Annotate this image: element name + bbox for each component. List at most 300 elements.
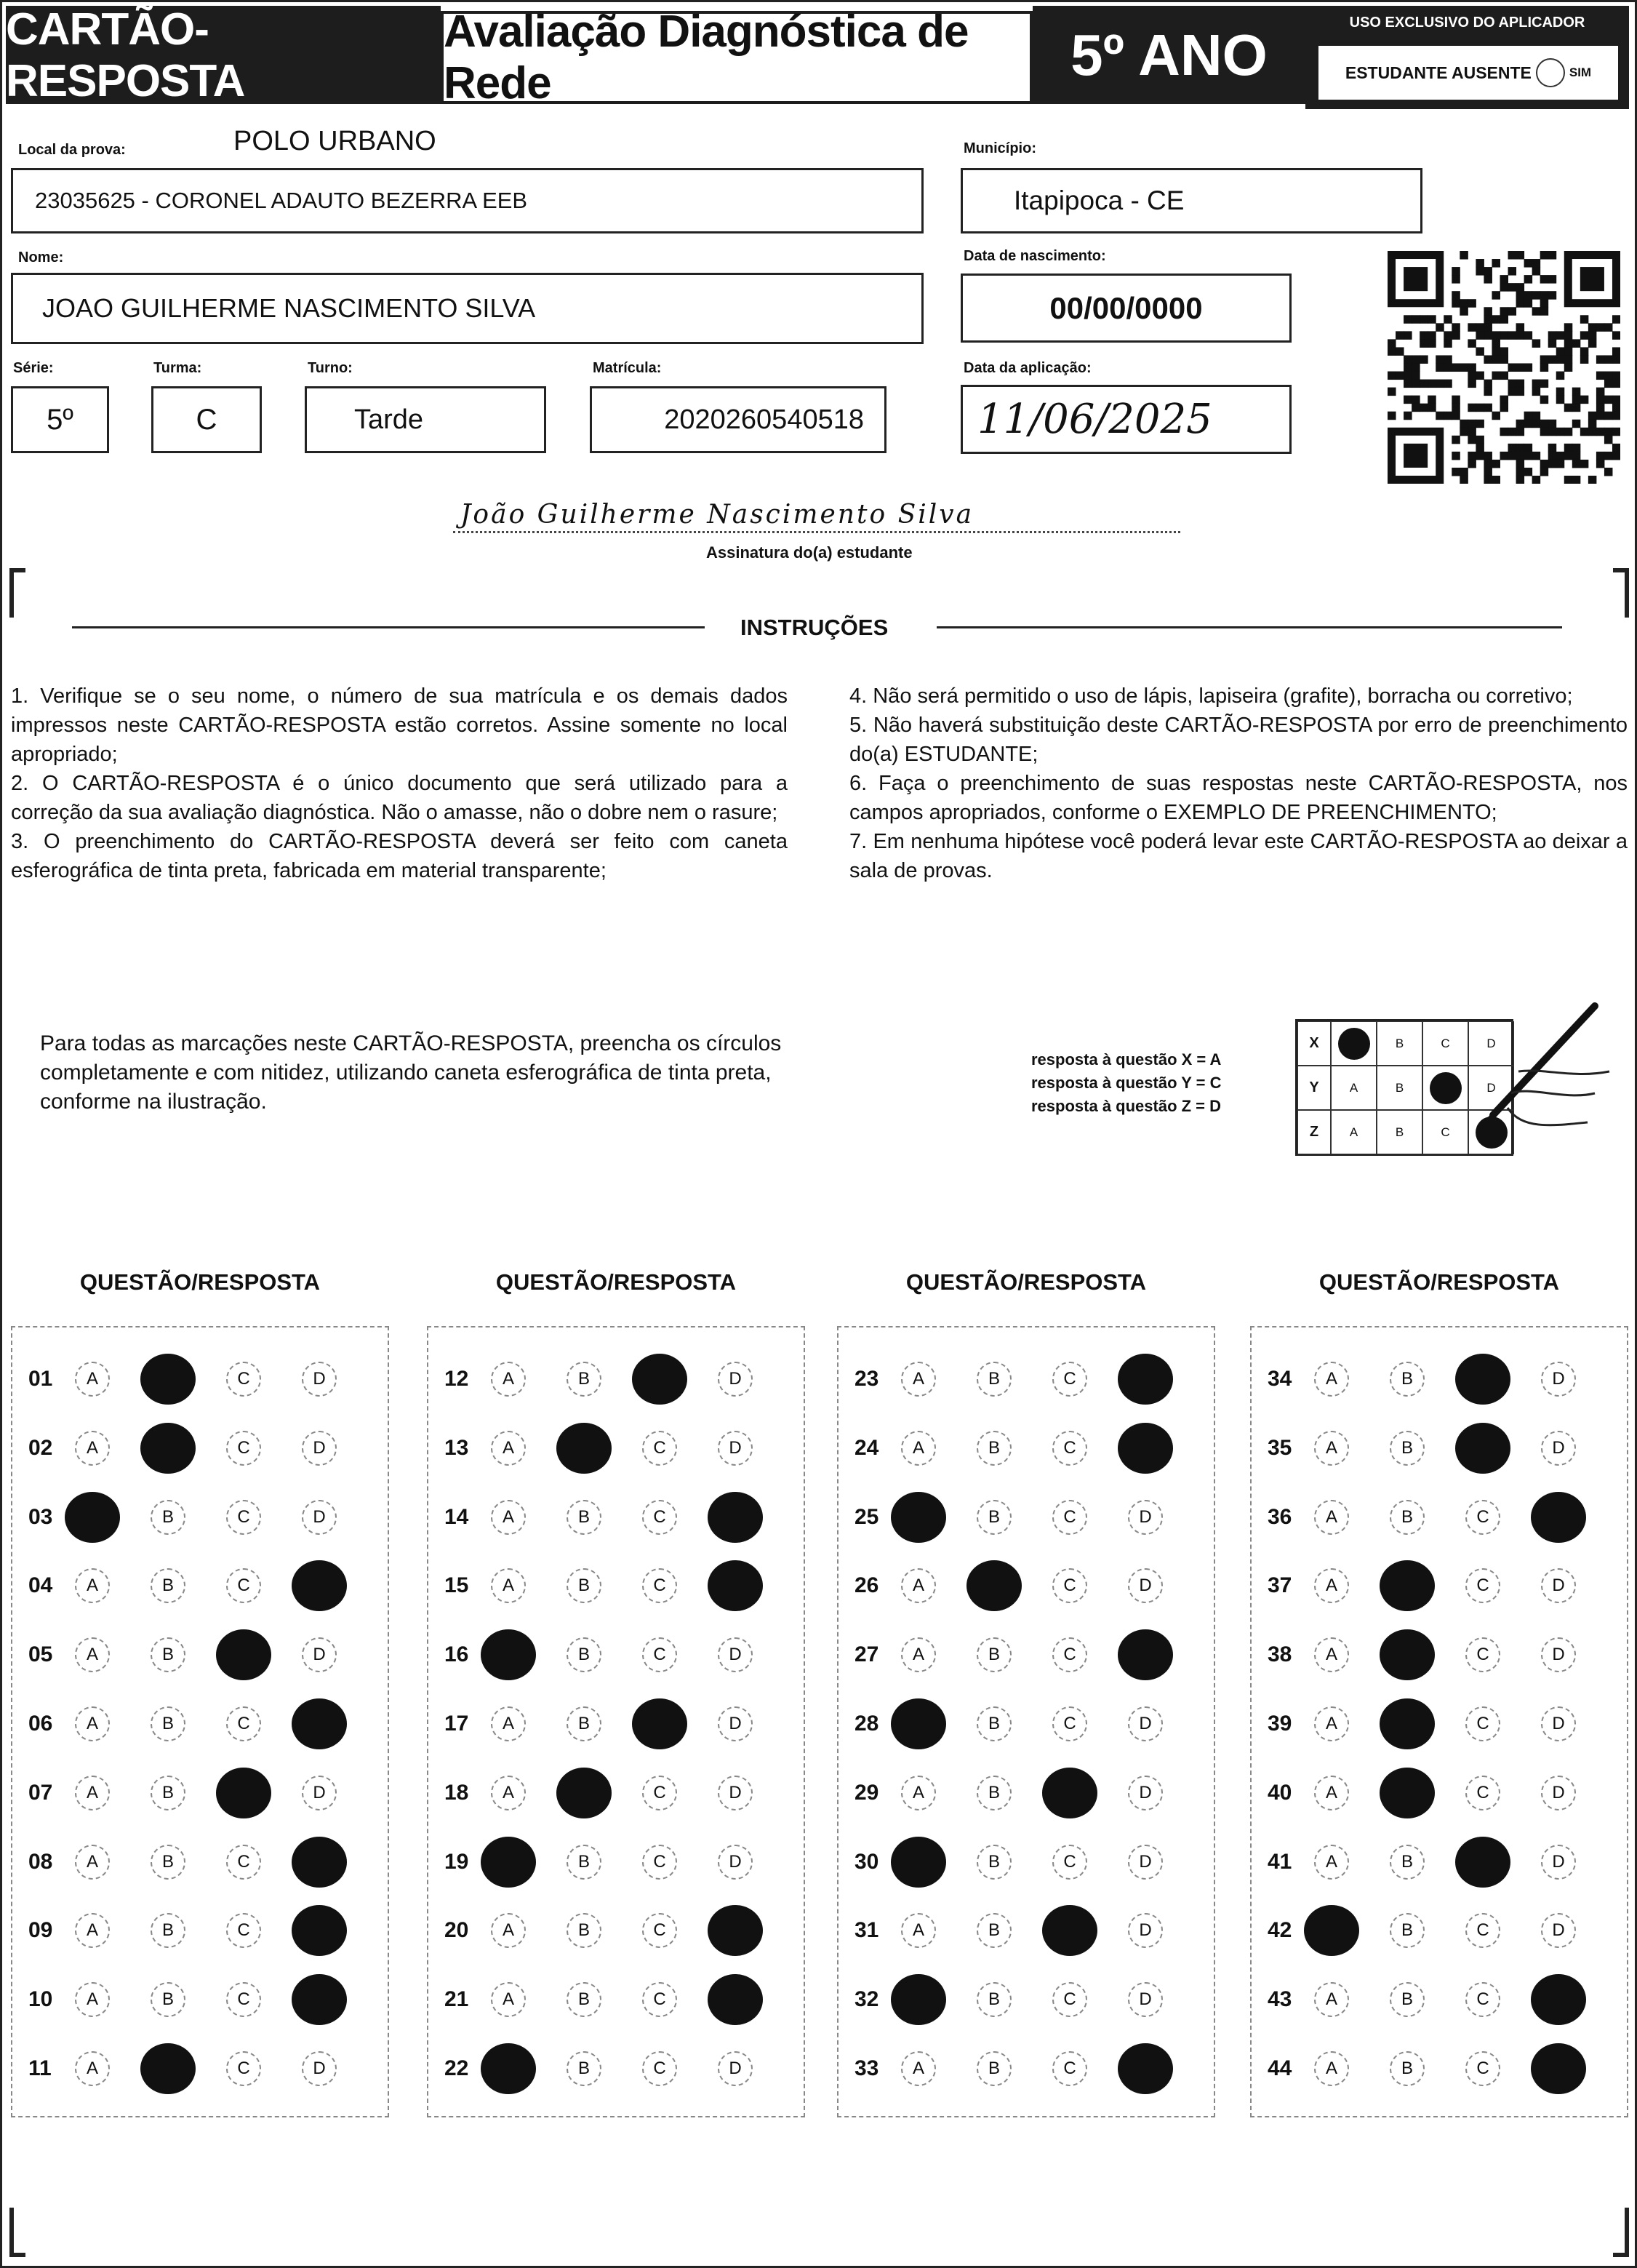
answer-bubble[interactable]: C	[1465, 1706, 1500, 1741]
answer-bubble[interactable]: A	[1314, 1500, 1349, 1535]
school-value: 23035625 - CORONEL ADAUTO BEZERRA EEB	[35, 188, 528, 213]
answer-bubble[interactable]: B	[567, 1913, 601, 1948]
instruction-3: 3. O preenchimento do CARTÃO-RESPOSTA deverá ser feito com caneta esferográfica de tinta preta, fabricada em material transparente;	[11, 830, 788, 882]
question-row	[838, 1828, 1214, 1896]
question-column	[427, 1326, 805, 2117]
question-row	[1252, 1345, 1627, 1413]
answer-bubble[interactable]: A	[491, 1776, 526, 1810]
answer-bubble[interactable]: B	[151, 1568, 185, 1603]
answer-bubble[interactable]: D	[1541, 1637, 1576, 1672]
answer-bubble[interactable]: B	[151, 1845, 185, 1880]
answer-bubble[interactable]: B	[1390, 1913, 1425, 1948]
question-number: 44	[1268, 2056, 1292, 2080]
answer-bubble[interactable]: D	[302, 1431, 337, 1466]
turma-label: Turma:	[153, 360, 202, 376]
question-row	[838, 1414, 1214, 1482]
answer-bubble[interactable]: C	[1052, 1500, 1087, 1535]
filled-answer-bubble[interactable]	[1455, 1354, 1510, 1405]
answer-bubble[interactable]: B	[977, 1982, 1012, 2017]
example-line-x: resposta à questão X = A	[1031, 1050, 1222, 1069]
answer-bubble[interactable]: D	[718, 1706, 753, 1741]
question-number: 34	[1268, 1367, 1292, 1391]
answer-bubble[interactable]: C	[226, 1845, 261, 1880]
answer-bubble[interactable]: A	[75, 1706, 110, 1741]
question-row	[428, 1345, 804, 1413]
frame-corner-bl	[9, 2208, 25, 2257]
filled-answer-bubble[interactable]	[65, 1492, 120, 1543]
answer-bubble[interactable]: C	[642, 1500, 677, 1535]
answer-bubble[interactable]: D	[1541, 1362, 1576, 1397]
question-number: 38	[1268, 1642, 1292, 1667]
answer-bubble[interactable]: D	[1541, 1845, 1576, 1880]
answer-bubble[interactable]: B	[151, 1913, 185, 1948]
answer-bubble[interactable]: C	[226, 1913, 261, 1948]
example-legend	[1031, 1048, 1221, 1118]
question-row	[838, 1552, 1214, 1620]
filled-answer-bubble[interactable]	[1042, 1768, 1097, 1818]
answer-bubble[interactable]: A	[901, 1776, 936, 1810]
answer-bubble[interactable]: C	[642, 1776, 677, 1810]
answer-bubble[interactable]: C	[1465, 1982, 1500, 2017]
filled-answer-bubble[interactable]	[1380, 1698, 1435, 1749]
filled-answer-bubble[interactable]	[1042, 1905, 1097, 1956]
answer-bubble[interactable]: D	[1541, 1431, 1576, 1466]
filled-answer-bubble[interactable]	[891, 1698, 946, 1749]
filled-answer-bubble[interactable]	[292, 1905, 347, 1956]
instruction-1: 1. Verifique se o seu nome, o número de sua matrícula e os demais dados impressos neste CARTÃO-RESPOSTA estão corretos. Assine somente no local apropriado;	[11, 684, 788, 766]
instructions-left	[11, 682, 788, 885]
local-value: POLO URBANO	[233, 126, 436, 156]
question-number: 21	[444, 1987, 469, 2012]
question-row	[1252, 1621, 1627, 1689]
filled-answer-bubble[interactable]	[292, 1560, 347, 1611]
answer-bubble[interactable]: A	[491, 1431, 526, 1466]
birth-field	[961, 273, 1292, 343]
answer-bubble[interactable]: D	[1128, 1776, 1163, 1810]
example-row-label: X	[1297, 1021, 1331, 1066]
filled-answer-bubble[interactable]	[481, 1837, 536, 1888]
answer-bubble[interactable]: A	[901, 1568, 936, 1603]
answer-bubble[interactable]: B	[977, 1776, 1012, 1810]
answer-bubble[interactable]: B	[567, 2051, 601, 2086]
answer-bubble[interactable]: C	[1052, 1431, 1087, 1466]
answer-bubble[interactable]: A	[491, 1362, 526, 1397]
answer-bubble[interactable]: A	[1314, 1637, 1349, 1672]
question-number: 06	[28, 1712, 53, 1736]
example-option	[1331, 1066, 1377, 1110]
answer-bubble[interactable]: C	[1052, 1982, 1087, 2017]
example-option	[1377, 1066, 1422, 1110]
question-row	[12, 1552, 388, 1620]
instruction-4: 4. Não será permitido o uso de lápis, lapiseira (grafite), borracha ou corretivo;	[849, 684, 1573, 708]
example-option-label: D	[1486, 1036, 1496, 1050]
question-column-heading: QUESTÃO/RESPOSTA	[905, 1269, 1147, 1295]
filled-answer-bubble[interactable]	[292, 1974, 347, 2025]
serie-value: 5º	[47, 403, 73, 436]
question-number: 37	[1268, 1573, 1292, 1598]
example-line-z: resposta à questão Z = D	[1031, 1097, 1222, 1115]
answer-bubble[interactable]: C	[1052, 1568, 1087, 1603]
question-number: 20	[444, 1918, 469, 1943]
answer-bubble[interactable]: C	[1465, 1776, 1500, 1810]
filled-answer-bubble[interactable]	[1531, 1974, 1586, 2025]
answer-bubble[interactable]: B	[977, 2051, 1012, 2086]
question-row	[12, 1345, 388, 1413]
question-row	[1252, 1483, 1627, 1552]
filled-answer-bubble[interactable]	[1455, 1837, 1510, 1888]
question-row	[428, 1896, 804, 1965]
answer-bubble[interactable]: C	[642, 1431, 677, 1466]
filled-answer-bubble[interactable]	[556, 1423, 612, 1474]
filled-answer-bubble[interactable]	[966, 1560, 1022, 1611]
answer-bubble[interactable]: B	[977, 1500, 1012, 1535]
question-row	[12, 1621, 388, 1689]
question-number: 26	[854, 1573, 879, 1598]
question-number: 02	[28, 1435, 53, 1460]
answer-bubble[interactable]: B	[977, 1431, 1012, 1466]
answer-bubble[interactable]: D	[302, 1362, 337, 1397]
question-column-heading: QUESTÃO/RESPOSTA	[495, 1269, 737, 1295]
filled-answer-bubble[interactable]	[1118, 2043, 1173, 2094]
municipio-label: Município:	[964, 140, 1036, 156]
answer-bubble[interactable]: D	[302, 2051, 337, 2086]
filled-answer-bubble[interactable]	[1380, 1768, 1435, 1818]
filled-answer-bubble[interactable]	[1531, 2043, 1586, 2094]
question-column-heading: QUESTÃO/RESPOSTA	[79, 1269, 321, 1295]
answer-bubble[interactable]: C	[226, 1362, 261, 1397]
answer-bubble[interactable]: A	[75, 1776, 110, 1810]
answer-bubble[interactable]: A	[1314, 1568, 1349, 1603]
turno-value: Tarde	[354, 404, 424, 435]
answer-bubble[interactable]: C	[1052, 2051, 1087, 2086]
answer-bubble[interactable]: B	[977, 1845, 1012, 1880]
question-number: 32	[854, 1987, 879, 2012]
answer-bubble[interactable]: A	[75, 1982, 110, 2017]
question-row	[12, 1965, 388, 2034]
question-number: 40	[1268, 1780, 1292, 1805]
application-date-label: Data da aplicação:	[964, 360, 1092, 376]
answer-bubble[interactable]: B	[151, 1706, 185, 1741]
question-number: 13	[444, 1435, 469, 1460]
filled-answer-bubble[interactable]	[1380, 1629, 1435, 1680]
question-column	[11, 1326, 389, 2117]
question-number: 31	[854, 1918, 879, 1943]
question-row	[12, 1690, 388, 1758]
answer-bubble[interactable]: B	[977, 1706, 1012, 1741]
answer-bubble[interactable]: B	[151, 1500, 185, 1535]
example-option-label: A	[1349, 1080, 1358, 1095]
answer-bubble[interactable]: C	[226, 2051, 261, 2086]
answer-bubble[interactable]: B	[567, 1362, 601, 1397]
answer-bubble[interactable]: B	[1390, 1982, 1425, 2017]
question-number: 18	[444, 1780, 469, 1805]
answer-bubble[interactable]: C	[642, 2051, 677, 2086]
answer-bubble[interactable]: D	[1128, 1913, 1163, 1948]
question-number: 05	[28, 1642, 53, 1667]
answer-bubble[interactable]: A	[75, 1568, 110, 1603]
question-row	[838, 1483, 1214, 1552]
answer-bubble[interactable]: B	[151, 1776, 185, 1810]
example-filled-bubble	[1338, 1028, 1370, 1060]
answer-bubble[interactable]: C	[1052, 1706, 1087, 1741]
answer-bubble[interactable]: D	[1128, 1568, 1163, 1603]
answer-bubble[interactable]: C	[642, 1568, 677, 1603]
question-number: 36	[1268, 1504, 1292, 1529]
filled-answer-bubble[interactable]	[891, 1837, 946, 1888]
answer-bubble[interactable]: A	[1314, 1706, 1349, 1741]
answer-bubble[interactable]: A	[491, 1913, 526, 1948]
absent-bubble[interactable]	[1536, 58, 1565, 87]
question-number: 19	[444, 1849, 469, 1874]
example-option	[1377, 1021, 1422, 1066]
answer-bubble[interactable]: D	[302, 1776, 337, 1810]
filled-answer-bubble[interactable]	[1531, 1492, 1586, 1543]
answer-bubble[interactable]: D	[718, 1362, 753, 1397]
question-number: 28	[854, 1712, 879, 1736]
answer-bubble[interactable]: A	[1314, 1845, 1349, 1880]
example-option	[1377, 1110, 1422, 1154]
example-option-label: B	[1395, 1080, 1404, 1095]
answer-bubble[interactable]: C	[1465, 1913, 1500, 1948]
filled-answer-bubble[interactable]	[1304, 1905, 1359, 1956]
answer-bubble[interactable]: C	[226, 1568, 261, 1603]
answer-bubble[interactable]: C	[642, 1845, 677, 1880]
answer-bubble[interactable]: D	[718, 1431, 753, 1466]
question-number: 30	[854, 1849, 879, 1874]
answer-bubble[interactable]: C	[642, 1637, 677, 1672]
answer-bubble[interactable]: B	[567, 1500, 601, 1535]
answer-bubble[interactable]: C	[1052, 1362, 1087, 1397]
instruction-5: 5. Não haverá substituição deste CARTÃO-RESPOSTA por erro de preenchimento do(a) ESTUDANTE;	[849, 714, 1628, 766]
answer-bubble[interactable]: D	[1541, 1913, 1576, 1948]
answer-bubble[interactable]: A	[75, 1845, 110, 1880]
example-line-y: resposta à questão Y = C	[1031, 1074, 1222, 1092]
filled-answer-bubble[interactable]	[481, 1629, 536, 1680]
answer-bubble[interactable]: D	[1128, 1845, 1163, 1880]
applicator-section	[1305, 6, 1629, 109]
local-label: Local da prova:	[18, 142, 126, 158]
school-field	[11, 168, 924, 233]
answer-bubble[interactable]: B	[567, 1982, 601, 2017]
instructions-title: INSTRUÇÕES	[740, 615, 889, 640]
question-number: 09	[28, 1918, 53, 1943]
answer-bubble[interactable]: A	[491, 1706, 526, 1741]
answer-bubble[interactable]: A	[75, 1913, 110, 1948]
student-signature[interactable]: João Guilherme Nascimento Silva	[453, 500, 1180, 533]
filled-answer-bubble[interactable]	[891, 1974, 946, 2025]
answer-bubble[interactable]: D	[302, 1637, 337, 1672]
answer-bubble[interactable]: B	[1390, 1500, 1425, 1535]
pen-hand-icon	[1449, 999, 1617, 1151]
question-column-heading: QUESTÃO/RESPOSTA	[1318, 1269, 1560, 1295]
matricula-field	[590, 386, 886, 453]
absent-yes-label: SIM	[1569, 65, 1592, 79]
answer-bubble[interactable]: B	[977, 1637, 1012, 1672]
filled-answer-bubble[interactable]	[632, 1354, 687, 1405]
answer-bubble[interactable]: A	[1314, 1362, 1349, 1397]
serie-label: Série:	[13, 360, 54, 376]
question-number: 10	[28, 1987, 53, 2012]
card-title: CARTÃO-RESPOSTA	[6, 6, 441, 104]
question-row	[1252, 1828, 1627, 1896]
question-number: 15	[444, 1573, 469, 1598]
example-option	[1331, 1021, 1377, 1066]
answer-bubble[interactable]: B	[567, 1637, 601, 1672]
answer-bubble[interactable]: C	[226, 1500, 261, 1535]
question-row	[428, 1828, 804, 1896]
filled-answer-bubble[interactable]	[481, 2043, 536, 2094]
grade-label: 5º ANO	[1033, 6, 1305, 104]
instruction-2: 2. O CARTÃO-RESPOSTA é o único documento que será utilizado para a correção da sua avaliação diagnóstica. Não o amasse, não o dobre nem o rasure;	[11, 772, 788, 824]
turma-field	[151, 386, 262, 453]
turma-value: C	[196, 403, 217, 436]
answer-bubble[interactable]: A	[1314, 2051, 1349, 2086]
answer-bubble[interactable]: A	[75, 2051, 110, 2086]
question-number: 08	[28, 1849, 53, 1874]
answer-bubble[interactable]: C	[1465, 1500, 1500, 1535]
answer-bubble[interactable]: B	[977, 1362, 1012, 1397]
application-date-value: 11/06/2025	[977, 396, 1212, 443]
filled-answer-bubble[interactable]	[1380, 1560, 1435, 1611]
answer-bubble[interactable]: B	[567, 1845, 601, 1880]
question-number: 23	[854, 1367, 879, 1391]
question-number: 29	[854, 1780, 879, 1805]
filled-answer-bubble[interactable]	[140, 1423, 196, 1474]
answer-bubble[interactable]: D	[1128, 1706, 1163, 1741]
answer-bubble[interactable]: C	[642, 1982, 677, 2017]
filled-answer-bubble[interactable]	[708, 1905, 763, 1956]
answer-bubble[interactable]: A	[75, 1431, 110, 1466]
municipio-field	[961, 168, 1422, 233]
filled-answer-bubble[interactable]	[1118, 1423, 1173, 1474]
answer-bubble[interactable]: B	[1390, 1845, 1425, 1880]
answer-bubble[interactable]: A	[901, 1431, 936, 1466]
filled-answer-bubble[interactable]	[140, 1354, 196, 1405]
answer-bubble[interactable]: D	[1541, 1776, 1576, 1810]
answer-bubble[interactable]: B	[1390, 1431, 1425, 1466]
applicator-label: USO EXCLUSIVO DO APLICADOR	[1349, 15, 1585, 31]
answer-bubble[interactable]: D	[1541, 1568, 1576, 1603]
answer-bubble[interactable]: B	[567, 1568, 601, 1603]
question-number: 11	[28, 2056, 52, 2080]
answer-bubble[interactable]: D	[1541, 1706, 1576, 1741]
exam-title: Avaliação Diagnóstica de Rede	[441, 11, 1033, 104]
name-field	[11, 273, 924, 344]
question-number: 01	[28, 1367, 53, 1391]
filled-answer-bubble[interactable]	[216, 1629, 271, 1680]
answer-bubble[interactable]: A	[75, 1637, 110, 1672]
question-number: 27	[854, 1642, 879, 1667]
filled-answer-bubble[interactable]	[708, 1560, 763, 1611]
answer-bubble[interactable]: C	[226, 1706, 261, 1741]
answer-bubble[interactable]: B	[151, 1637, 185, 1672]
answer-bubble[interactable]: C	[642, 1913, 677, 1948]
filled-answer-bubble[interactable]	[1455, 1423, 1510, 1474]
answer-bubble[interactable]: C	[1465, 2051, 1500, 2086]
answer-bubble[interactable]: A	[491, 1982, 526, 2017]
answer-bubble[interactable]: D	[718, 2051, 753, 2086]
question-row	[12, 1483, 388, 1552]
answer-bubble[interactable]: A	[491, 1500, 526, 1535]
answer-bubble[interactable]: A	[75, 1362, 110, 1397]
filled-answer-bubble[interactable]	[891, 1492, 946, 1543]
answer-bubble[interactable]: D	[718, 1845, 753, 1880]
question-row	[838, 1690, 1214, 1758]
answer-bubble[interactable]: B	[567, 1706, 601, 1741]
instructions-rule-right	[937, 626, 1562, 628]
answer-bubble[interactable]: A	[491, 1568, 526, 1603]
answer-bubble[interactable]: C	[1052, 1637, 1087, 1672]
question-row	[428, 1552, 804, 1620]
filled-answer-bubble[interactable]	[708, 1974, 763, 2025]
answer-bubble[interactable]: A	[901, 1913, 936, 1948]
turno-label: Turno:	[308, 360, 353, 376]
question-number: 22	[444, 2056, 469, 2080]
question-row	[12, 1414, 388, 1482]
answer-bubble[interactable]: C	[1052, 1845, 1087, 1880]
name-label: Nome:	[18, 249, 64, 265]
filled-answer-bubble[interactable]	[632, 1698, 687, 1749]
answer-bubble[interactable]: A	[1314, 1431, 1349, 1466]
answer-bubble[interactable]: A	[901, 2051, 936, 2086]
answer-bubble[interactable]: A	[901, 1362, 936, 1397]
question-number: 03	[28, 1504, 53, 1529]
answer-bubble[interactable]: C	[1465, 1568, 1500, 1603]
question-row	[428, 1965, 804, 2034]
question-row	[12, 2035, 388, 2103]
answer-bubble[interactable]: B	[151, 1982, 185, 2017]
filled-answer-bubble[interactable]	[140, 2043, 196, 2094]
filled-answer-bubble[interactable]	[216, 1768, 271, 1818]
answer-bubble[interactable]: A	[901, 1637, 936, 1672]
frame-corner-tl	[9, 568, 25, 618]
question-number: 07	[28, 1780, 53, 1805]
filled-answer-bubble[interactable]	[708, 1492, 763, 1543]
question-row	[838, 1759, 1214, 1827]
answer-bubble[interactable]: B	[1390, 2051, 1425, 2086]
filled-answer-bubble[interactable]	[1118, 1354, 1173, 1405]
answer-bubble[interactable]: B	[977, 1913, 1012, 1948]
answer-bubble[interactable]: A	[1314, 1982, 1349, 2017]
answer-bubble[interactable]: D	[1128, 1500, 1163, 1535]
question-row	[838, 1345, 1214, 1413]
question-row	[12, 1896, 388, 1965]
example-option-label: B	[1395, 1125, 1404, 1139]
answer-bubble[interactable]: C	[1465, 1637, 1500, 1672]
filled-answer-bubble[interactable]	[292, 1837, 347, 1888]
birth-value: 00/00/0000	[1049, 290, 1203, 325]
answer-bubble[interactable]: C	[226, 1431, 261, 1466]
answer-bubble[interactable]: B	[1390, 1362, 1425, 1397]
filled-answer-bubble[interactable]	[556, 1768, 612, 1818]
example-row-label: Y	[1297, 1066, 1331, 1110]
question-row	[1252, 1759, 1627, 1827]
example-option-label: A	[1349, 1125, 1358, 1139]
question-number: 14	[444, 1504, 469, 1529]
filled-answer-bubble[interactable]	[292, 1698, 347, 1749]
filled-answer-bubble[interactable]	[1118, 1629, 1173, 1680]
answer-bubble[interactable]: D	[1128, 1982, 1163, 2017]
question-row	[428, 1621, 804, 1689]
answer-bubble[interactable]: D	[718, 1637, 753, 1672]
frame-corner-br	[1613, 2208, 1629, 2257]
answer-bubble[interactable]: A	[1314, 1776, 1349, 1810]
answer-bubble[interactable]: D	[718, 1776, 753, 1810]
answer-bubble[interactable]: D	[302, 1500, 337, 1535]
municipio-value: Itapipoca - CE	[1014, 185, 1185, 215]
turno-field	[305, 386, 546, 453]
answer-bubble[interactable]: C	[226, 1982, 261, 2017]
